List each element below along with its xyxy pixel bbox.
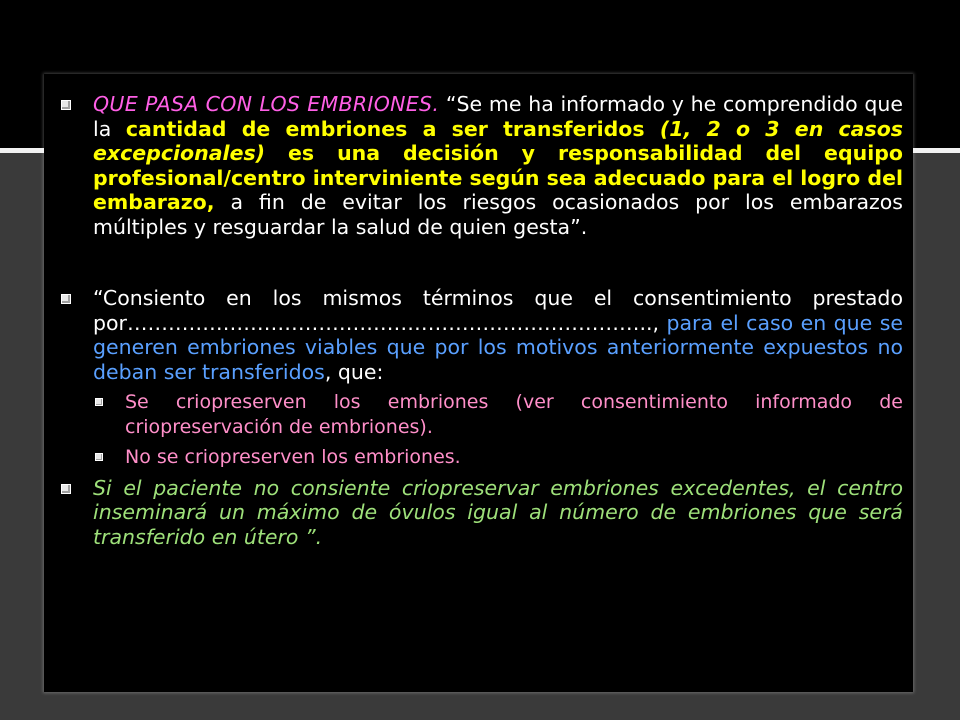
slide-content — [58, 92, 903, 549]
section-heading: QUE PASA CON LOS EMBRIONES. — [93, 92, 440, 116]
item-text: “Se me ha informado y he comprendido que la — [93, 92, 903, 141]
highlight-italic-text: (1, 2 o 3 en casos excepcionales) — [93, 116, 904, 165]
sub-item-criopreserven — [58, 390, 903, 439]
highlight-text: es una decisión y responsabilidad del equipo profesional/centro interviniente según sea adecuado para el logro del embarazo, — [93, 141, 903, 214]
item-text: , que: — [324, 359, 384, 384]
square-bullet-icon — [95, 453, 103, 461]
highlight-text: cantidad de embriones a ser transferidos — [125, 116, 645, 141]
square-bullet-icon — [61, 100, 71, 110]
bullet-item-consiento — [58, 286, 903, 384]
sub-item-no-criopreserven — [58, 445, 903, 470]
item-text-italic: Si el paciente no consiente criopreservar embriones excedentes, el centro inseminará un máximo de óvulos igual al número de embriones que será transferido en útero ”. — [93, 475, 903, 549]
item-text: a fin de evitar los riesgos ocasionados por los embarazos múltiples y resguardar la salud de quien gesta”. — [93, 190, 903, 239]
highlight-blue-text: para el caso en que se generen embriones viables que por los motivos anteriormente expuestos no deban ser transferidos — [93, 310, 903, 384]
bullet-item-paciente — [58, 476, 903, 550]
decorative-rule-right — [913, 148, 960, 153]
sub-item-text: Se criopreserven los embriones (ver consentimiento informado de criopreservación de embriones). — [125, 391, 903, 438]
bullet-item-embriones — [58, 92, 903, 239]
decorative-rule-left — [0, 148, 46, 153]
item-text: “Consiento en los mismos términos que el consentimiento prestado por………………………………………………………………….., — [93, 286, 903, 335]
square-bullet-icon — [61, 484, 71, 494]
square-bullet-icon — [95, 398, 103, 406]
square-bullet-icon — [61, 294, 71, 304]
sub-item-text: No se criopreserven los embriones. — [125, 446, 461, 468]
